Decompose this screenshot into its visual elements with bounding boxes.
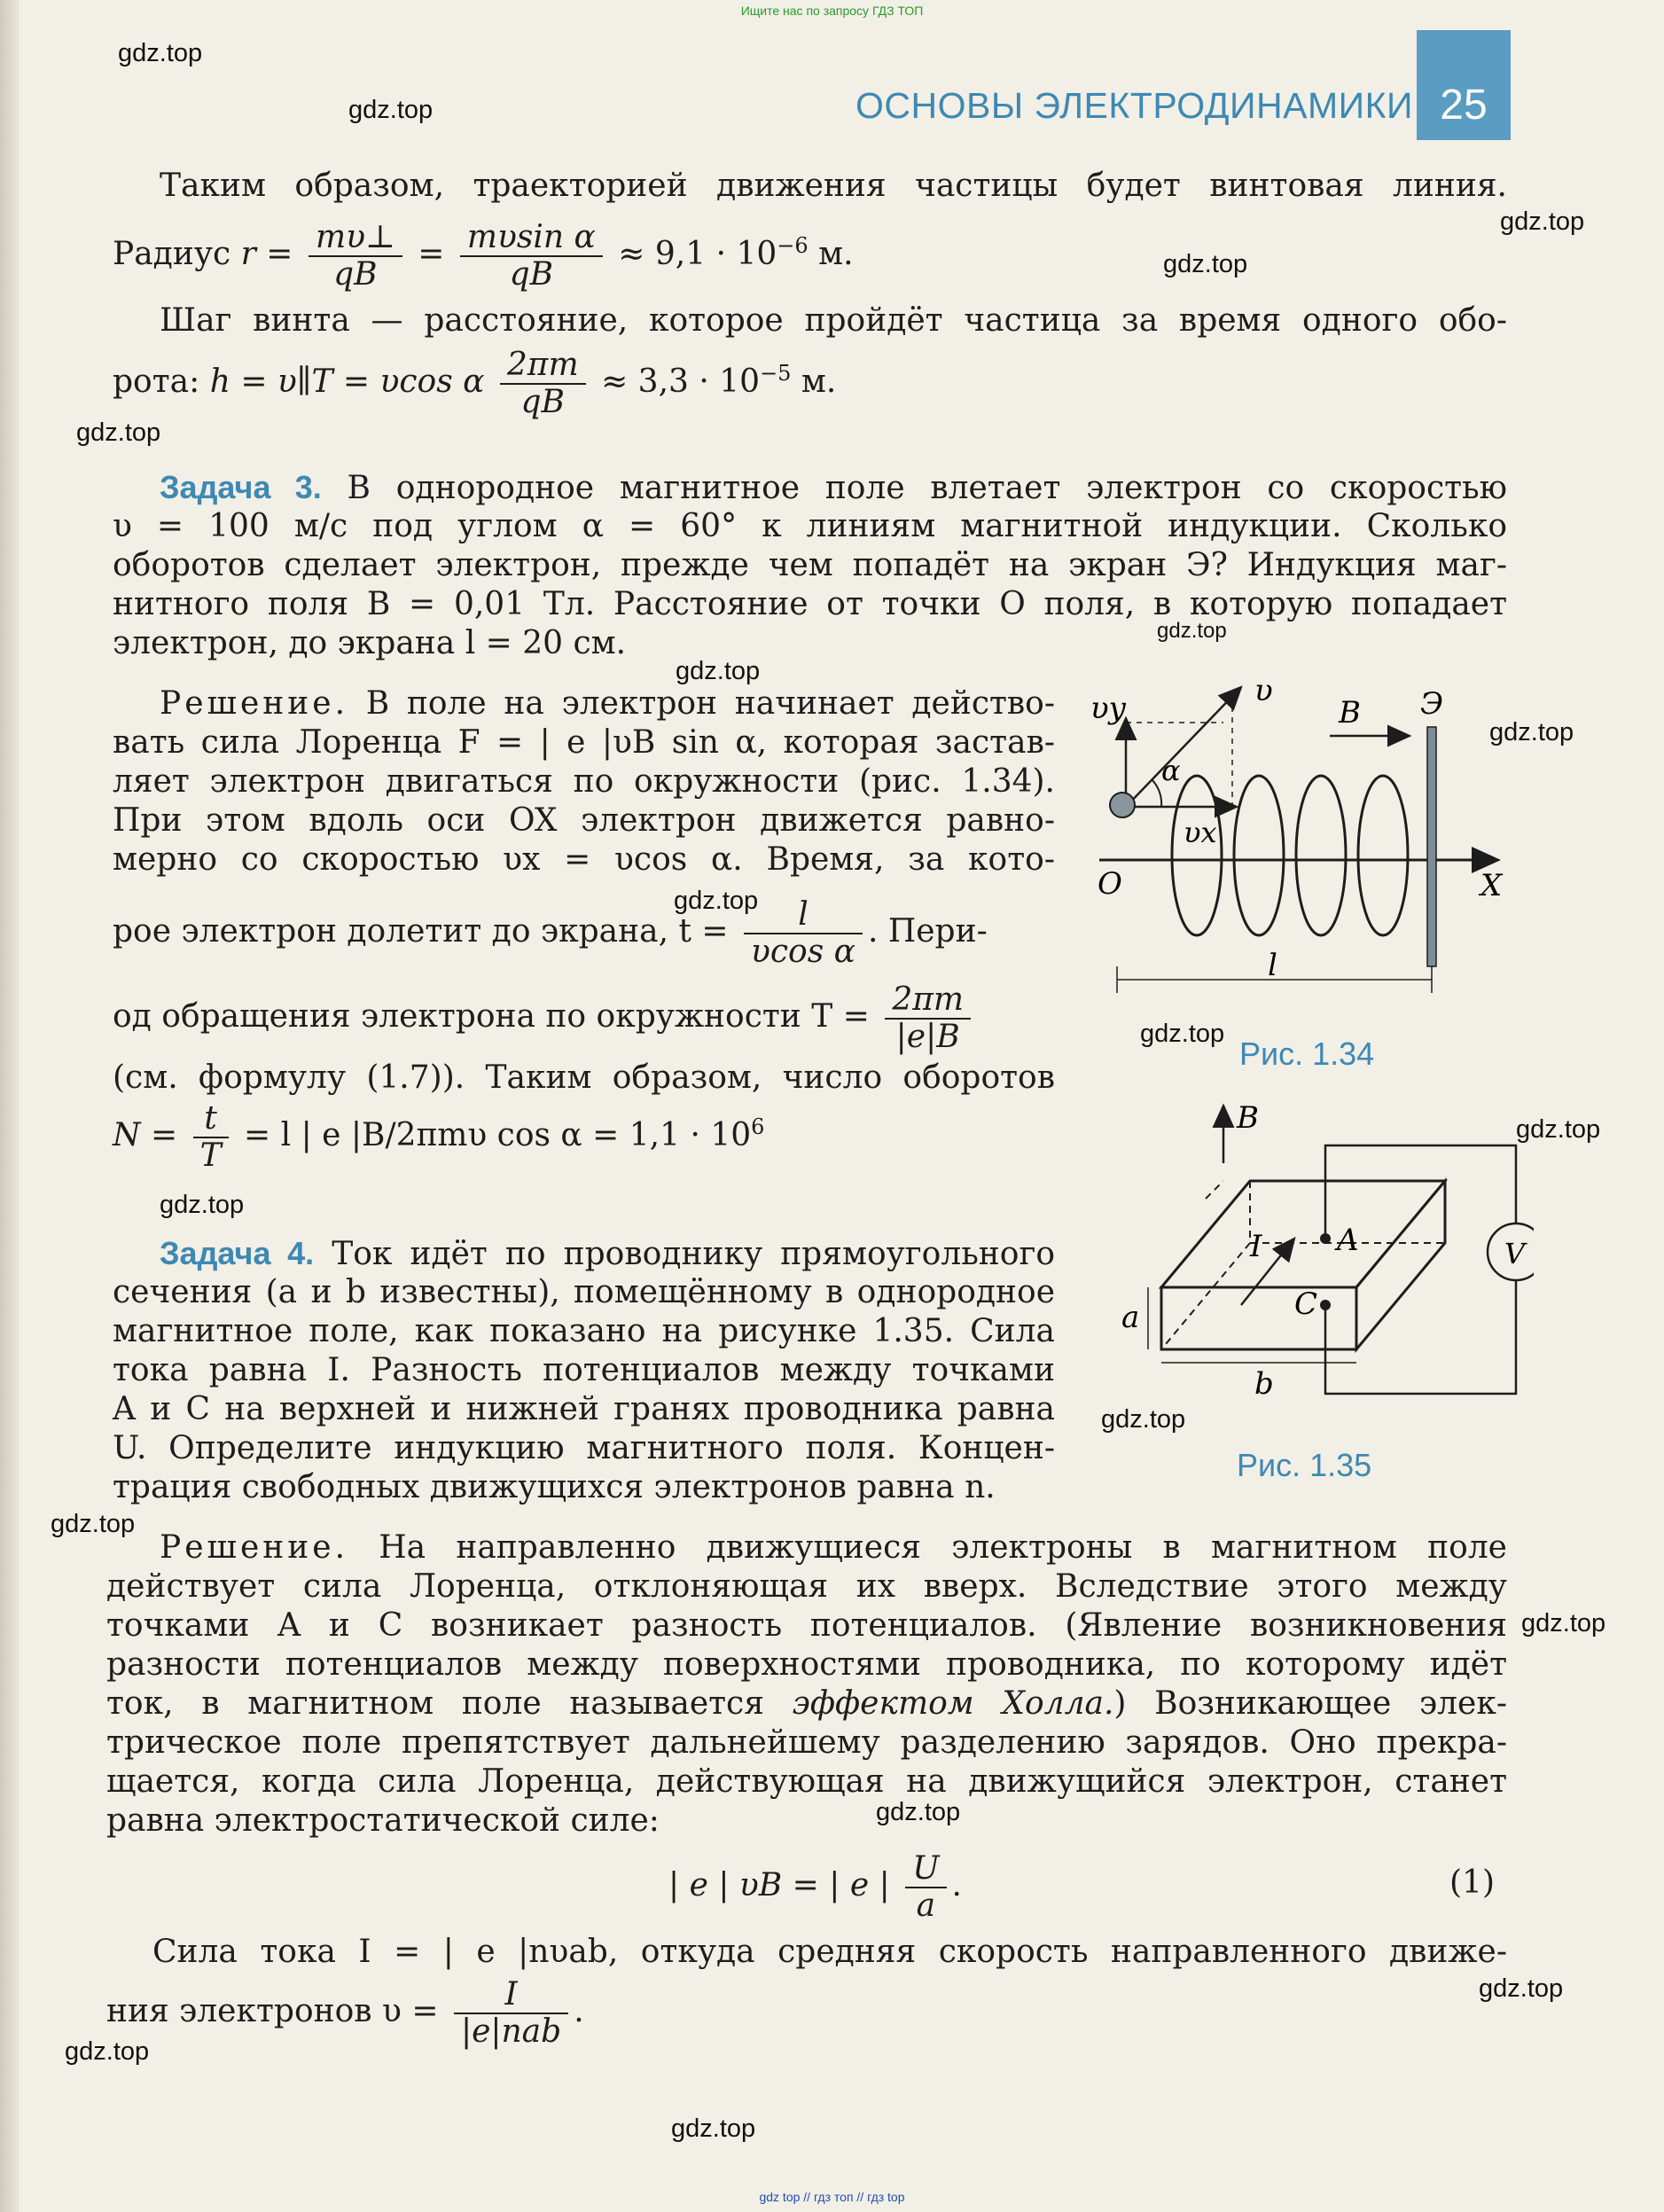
helix-coil (1172, 776, 1222, 935)
task-4-line: тока равна I. Разность потенциалов между точками (113, 1352, 1055, 1388)
task-3-line (160, 468, 1507, 508)
label-v: υ (1254, 674, 1273, 708)
label-v: V (1504, 1237, 1526, 1270)
solution-label: Решение. (160, 685, 349, 722)
label-b: B (1339, 695, 1361, 731)
solution-4-line: Сила тока I = | e |nυab, откуда средняя скорость направленного движе- (152, 1934, 1507, 1970)
fraction (885, 982, 971, 1055)
task-4-line: трация свободных движущихся электронов равна n. (113, 1469, 996, 1505)
helix-coil (1234, 776, 1284, 935)
solution-4-line: разности потенциалов между поверхностями проводника, по которому идёт (106, 1646, 1507, 1683)
text: | e | υB = | e | (668, 1867, 890, 1903)
conductor-front (1161, 1287, 1356, 1349)
angle-arc (1152, 780, 1161, 807)
solution-4-line (160, 1528, 1507, 1567)
equation-number: (1) (1449, 1864, 1495, 1901)
label-screen: Э (1420, 686, 1444, 722)
task-4-line: сечения (a и b известны), помещённому в однородное (113, 1274, 1055, 1310)
solution-3-line (113, 897, 988, 970)
denominator: |e|nab (460, 2013, 562, 2050)
watermark: gdz.top (1516, 1115, 1601, 1144)
watermark: gdz.top (876, 1798, 961, 1826)
text: Ток идёт по проводнику прямоугольного (332, 1236, 1056, 1272)
text: ≈ 9,1 · 10 (618, 236, 777, 272)
figure-caption: Рис. 1.35 (1237, 1447, 1372, 1483)
label-vy: υy (1090, 691, 1126, 726)
task-4-line: магнитное поле, как показано на рисунке 1.35. Сила (113, 1313, 1055, 1349)
task-3-line: нитного поля B = 0,01 Тл. Расстояние от точки O поля, в которую попадает (113, 586, 1507, 622)
fraction (454, 1977, 568, 2050)
label-x: X (1480, 868, 1503, 903)
watermark: gdz.top (1157, 619, 1227, 643)
solution-4-line: действует сила Лоренца, отклоняющая их вверх. Вследствие этого между (106, 1568, 1507, 1605)
watermark: gdz.top (76, 418, 161, 447)
label-b-dim: b (1254, 1366, 1274, 1402)
solution-4-line: равна электростатической силе: (106, 1802, 660, 1839)
fraction (309, 220, 402, 293)
helix-coil (1296, 776, 1346, 935)
solution-3-line: мерно со скоростью υx = υcos α. Время, за кото- (113, 841, 1055, 878)
numerator: 2πm (500, 348, 586, 385)
exponent: 6 (751, 1114, 765, 1139)
watermark: gdz.top (51, 1510, 136, 1538)
watermark: gdz.top (348, 96, 434, 124)
figure-1-35 (1108, 1092, 1534, 1429)
solution-4-line: трическое поле препятствует дальнейшему разделению зарядов. Оно прекра- (106, 1724, 1507, 1761)
watermark: gdz.top (676, 657, 761, 685)
denominator: qB (509, 256, 554, 293)
solution-3-line: При этом вдоль оси OX электрон движется равно- (113, 802, 1055, 839)
text: рое электрон долетит до экрана, t = (113, 913, 729, 950)
exponent: −5 (760, 361, 792, 386)
exponent: −6 (777, 233, 809, 258)
solution-3-line (113, 982, 976, 1055)
text: м. (808, 236, 854, 272)
text: рота: (113, 363, 200, 400)
watermark: gdz.top (674, 887, 759, 915)
watermark: gdz.top (671, 2114, 756, 2143)
text: ток, в магнитном поле называется (106, 1685, 764, 1722)
numerator: mυsin α (460, 220, 603, 257)
watermark: gdz.top (1101, 1405, 1186, 1434)
fraction (905, 1851, 946, 1924)
text: h = υ∥T = υcos α (209, 363, 485, 400)
numerator: l (744, 897, 863, 934)
numerator: mυ⊥ (309, 220, 402, 257)
label-vx: υx (1184, 816, 1217, 849)
label-o: O (1098, 866, 1122, 902)
text: ≈ 3,3 · 10 (601, 363, 761, 400)
figure-caption: Рис. 1.34 (1239, 1036, 1375, 1072)
fraction (460, 220, 603, 293)
text: N = (113, 1117, 178, 1153)
formula-pitch (113, 348, 836, 420)
top-note: Ищите нас по запросу ГДЗ ТОП (740, 4, 924, 18)
solution-3-line: (см. формулу (1.7)). Таким образом, число оборотов (113, 1059, 1055, 1096)
text: Радиус (113, 236, 231, 272)
label-a-dim: a (1121, 1300, 1140, 1335)
denominator: υcos α (750, 934, 855, 970)
numerator: t (193, 1101, 229, 1138)
denominator: a (916, 1888, 936, 1924)
task-label: Задача 3. (160, 469, 322, 505)
text: ) Возникающее элек- (1113, 1685, 1507, 1722)
figure-1-34 (1090, 674, 1516, 1011)
solution-3-line (113, 1101, 764, 1174)
solution-3-line: ляет электрон двигаться по окружности (рис. 1.34). (113, 763, 1055, 800)
formula-radius: Радиус r = $\frac{m\upsilon\perp}{qB}$ = $\frac{\text{mυsin α}}{qB}$ ≈ $9,1 \cdot 10^{-6}$ м. (113, 219, 854, 293)
fraction (500, 348, 586, 420)
watermark: gdz.top (118, 39, 203, 67)
watermark: gdz.top (1140, 1020, 1225, 1048)
numerator: U (905, 1851, 946, 1888)
emphasis: эффектом Холла. (792, 1685, 1114, 1722)
task-4-line: U. Определите индукцию магнитного поля. Концен- (113, 1430, 1055, 1466)
label-a-point: A (1337, 1223, 1359, 1258)
watermark: gdz.top (1479, 1974, 1564, 2003)
watermark: gdz.top (1521, 1609, 1606, 1638)
text: = l | e |B/2πmυ cos α = 1,1 · 10 (244, 1117, 752, 1153)
numerator: I (454, 1977, 568, 2014)
watermark: gdz.top (1489, 718, 1574, 746)
text: В однородное магнитное поле влетает электрон со скоростью (347, 470, 1507, 506)
solution-4-line (106, 1684, 1507, 1723)
fraction (744, 897, 863, 970)
text: . Пери- (867, 913, 988, 950)
electron (1110, 793, 1135, 817)
paragraph-line: Шаг винта — расстояние, которое пройдёт частица за время одного обо- (160, 302, 1507, 339)
solution-label: Решение. (160, 1529, 349, 1566)
task-4-line: A и C на верхней и нижней гранях проводника равна (113, 1391, 1055, 1427)
denominator: qB (520, 384, 565, 420)
solution-4-line: щается, когда сила Лоренца, действующая на движущийся электрон, станет (106, 1763, 1507, 1800)
text: На направленно движущиеся электроны в магнитном поле (379, 1529, 1507, 1566)
equation-1: | e | υB = | e | $\frac{U}{a}$ . (668, 1850, 962, 1924)
helix-coil (1358, 776, 1408, 935)
bottom-note: gdz top // гдз топ // гдз top (759, 2190, 905, 2204)
solution-3-line: вать сила Лоренца F = | e |υB sin α, которая застав- (113, 724, 1055, 761)
watermark: gdz.top (1500, 207, 1585, 236)
task-4-line (160, 1234, 1055, 1274)
text: ния электронов υ = (106, 1993, 439, 2029)
watermark: gdz.top (1163, 250, 1248, 278)
denominator: |e|B (895, 1019, 960, 1055)
label-l: l (1268, 948, 1277, 983)
solution-4-line: ния электронов υ = $\frac{I}{\text{|e|nab}}$ . (106, 1976, 584, 2050)
task-label: Задача 4. (160, 1235, 315, 1271)
paragraph-line: Таким образом, траекторией движения частицы будет винтовая линия. (160, 168, 1507, 204)
solution-3-line (160, 684, 1055, 723)
label-c-point: C (1294, 1286, 1318, 1322)
label-alpha: α (1161, 754, 1181, 787)
text: В поле на электрон начинает действо- (365, 685, 1056, 722)
page-edge (0, 0, 20, 2212)
text: од обращения электрона по окружности T = (113, 998, 870, 1035)
solution-4-line: точками A и C возникает разность потенциалов. (Явление возникновения (106, 1607, 1507, 1644)
denominator: qB (333, 256, 378, 293)
running-header: ОСНОВЫ ЭЛЕКТРОДИНАМИКИ (855, 85, 1413, 126)
text: r = (240, 236, 293, 272)
task-3-line: электрон, до экрана l = 20 см. (113, 625, 627, 661)
fraction (193, 1101, 229, 1174)
label-b-field: B (1237, 1100, 1259, 1136)
hidden-edge (1206, 1181, 1223, 1199)
denominator: T (199, 1137, 222, 1174)
screen (1427, 727, 1436, 966)
page-number: 25 (1417, 30, 1511, 140)
label-i: I (1250, 1229, 1262, 1264)
text: м. (791, 363, 837, 400)
watermark: gdz.top (160, 1191, 245, 1219)
numerator: 2πm (885, 982, 971, 1020)
task-3-line: оборотов сделает электрон, прежде чем попадёт на экран Э? Индукция маг- (113, 547, 1507, 583)
task-3-line: υ = 100 м/с под углом α = 60° к линиям магнитной индукции. Сколько (113, 508, 1507, 544)
watermark: gdz.top (65, 2037, 150, 2066)
